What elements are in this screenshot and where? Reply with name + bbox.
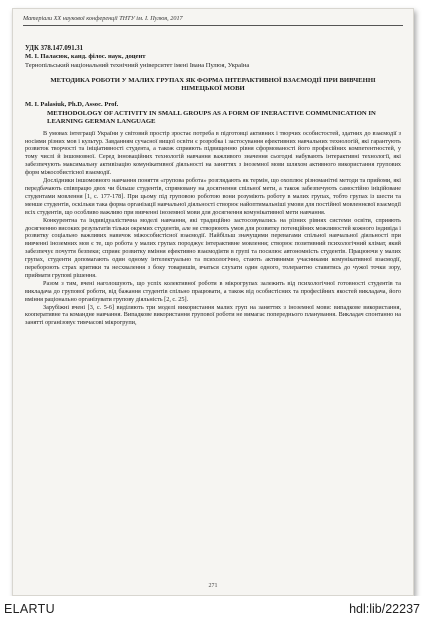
handle-id: hdl:lib/22237 [349, 602, 420, 616]
author-en: M. I. Palasiuk, Ph.D, Assoc. Prof. [25, 101, 119, 109]
body-paragraph: Разом з тим, вчені наголошують, що успіх колективної роботи в мікрогрупах залежить від психологічної готовності студентів та викладача до групової роботи, від бажання студентів спільно працювати, а також від особистісних та професійних якостей викладача, його вміння раціонально організувати групову діяльність [2, с. 25]. [25, 279, 401, 303]
article-body [25, 45, 401, 327]
body-paragraph: В умовах інтеграції України у світовий простір зростає потреба в підготовці активних і творчих особистостей, здатних до взаємодії з носіями різних мов і культур. Завданням сучасної вищої освіти є розробка і застосування ефективних навчальних технологій, які гарантують розвиток творчості та ініціативності студента, а також сприяють підвищенню рівня сформованості його професійних компетентностей, у тому числі й іншомовної. Серед інноваційних технологій навчання важливого значення сьогодні набувають інтерактивні технології, які забезпечують максимальну активізацію комунікативної діяльності на заняттях з іноземної мови шляхом активного використання групових форм міжособистісної взаємодії. [25, 129, 401, 177]
body-paragraph: Зарубіжні вчені [3, с. 5-6] виділяють три моделі використання малих груп на заняттях з іноземної мови: випадкове використання, кооперативне та командне навчання. Випадкове використання групової роботи не вимагає попереднього планування. Викладач спонтанно на занятті організовує тимчасові мікрогрупи, [25, 303, 401, 327]
author-ua: М. І. Паласюк, канд. філос. наук, доцент [25, 53, 146, 61]
affiliation-ua: Тернопільський національний технічний університет імені Івана Пулюя, Україна [25, 61, 250, 69]
document-page [12, 8, 414, 596]
title-en: METHODOLOGY OF ACTIVITY IN SMALL GROUPS AS A FORM OF INERACTIVE COMMUNICATION IN LEARNING GERMAN LANGUAGE [47, 109, 376, 125]
body-paragraph: Конкурентна та індивідуалістична моделі навчання, які традиційно застосовувались на різних рівнях системи освіти, сприяють досягненню високих результатів тільки окремих студентів, але не створюють умов для розвитку потенційних можливостей кожного індивіда і розвитку соціально важливих навичок міжособистісної взаємодії. Найбільш значущими перевагами спільної навчальної діяльності при вивченні іноземних мов є те, що робота у малих групах породжує інтерактивне мовлення; створює позитивний психологічний клімат, який забезпечує почуття безпеки; сприяє розвитку вміння ефективно взаємодіяти в групі та посилює автономність студентів. Працюючи у малих групах, студенти допомагають один одному інтелектуально та психологічно, стають активними учасниками комунікативної взаємодії, перебороють страх критики та несхвалення з боку товаришів, вчаться слухати один одного, толерантно ставитись до чужої точки зору, приймати групові рішення. [25, 216, 401, 279]
title-ua: МЕТОДИКА РОБОТИ У МАЛИХ ГРУПАХ ЯК ФОРМА ІНТЕРАКТИВНОЇ ВЗАЄМОДІЇ ПРИ ВИВЧЕННІ НІМЕЦЬКОЇ МОВИ [50, 77, 376, 93]
body-paragraph: Дослідники іншомовного навчання поняття «групова робота» розглядають як термін, що охоплює різноманітні методи та прийоми, які передбачають співпрацю двох чи більше студентів, спрямовану на досягнення спільної мети, а також забезпечують самостійно ініційоване студентами мовлення [1, с. 177-178]. При цьому під груповою роботою вони розуміють роботу в малих групах, тобто групах із шести та менше студентів, оскільки така форма організації навчальної діяльності створює найоптимальніші умови для постійної мовленнєвої взаємодії всіх студентів, що особливо важливо при вивченні іноземної мови для досягнення комунікативної мети навчання. [25, 177, 401, 216]
udk-code: УДК 378.147.091.31 [25, 45, 84, 52]
page-number: 271 [208, 583, 218, 589]
running-header: Матеріали XX наукової конференції ТНТУ ім. І. Пулюя, 2017 [23, 15, 403, 26]
repository-footer [0, 596, 424, 620]
repository-name: ELARTU [4, 602, 55, 616]
